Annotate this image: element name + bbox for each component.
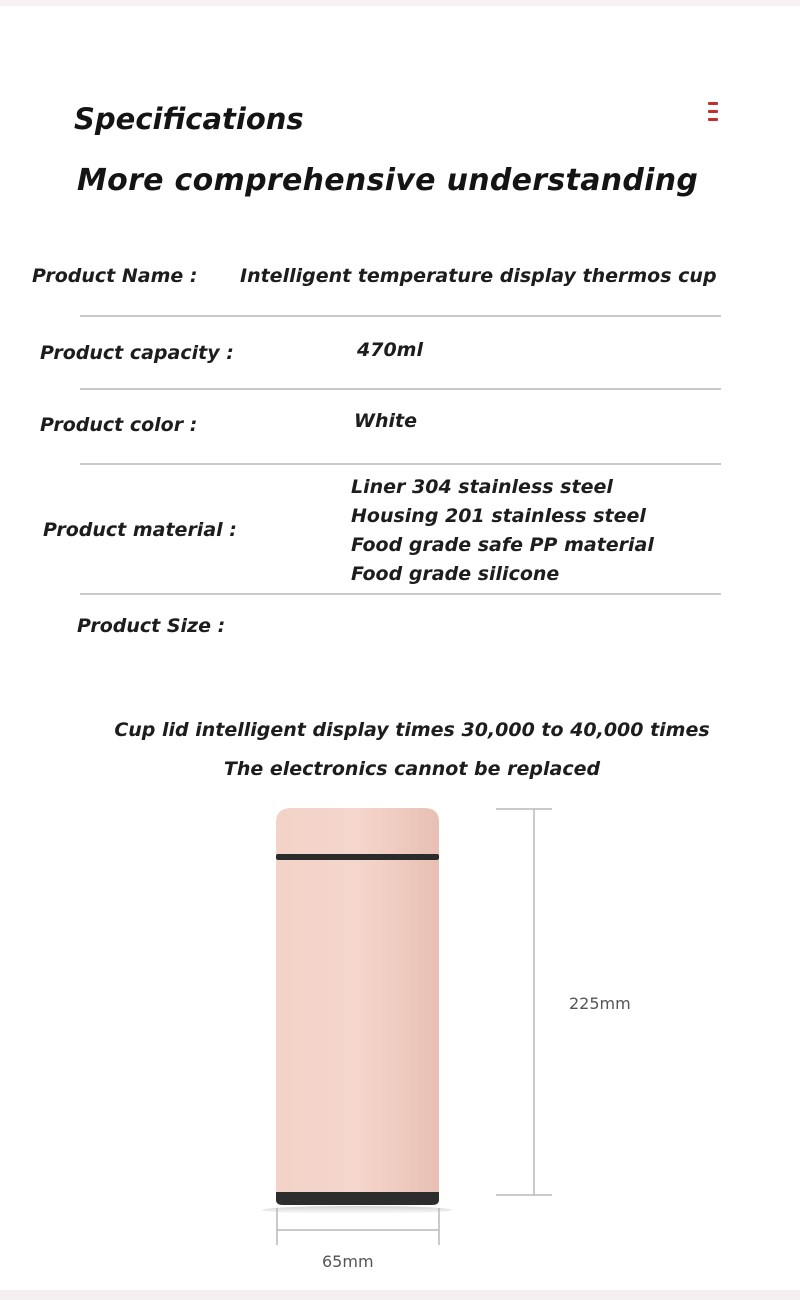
electronics-note: The electronics cannot be replaced — [223, 758, 601, 780]
material-item: Liner 304 stainless steel — [351, 476, 613, 498]
product-material-label: Product material : — [43, 519, 237, 541]
display-times-note: Cup lid intelligent display times 30,000 to 40,000 times — [114, 719, 710, 741]
bottom-strip — [0, 1290, 800, 1300]
cup-lid — [276, 808, 439, 857]
product-size-label: Product Size : — [77, 615, 226, 637]
product-color-value: White — [354, 410, 417, 432]
product-color-label: Product color : — [40, 414, 198, 436]
divider — [80, 463, 721, 465]
material-item: Food grade silicone — [351, 563, 560, 585]
width-label: 65mm — [322, 1252, 374, 1271]
product-name-value: Intelligent temperature display thermos cup — [240, 265, 717, 287]
page-subtitle: More comprehensive understanding — [77, 163, 699, 198]
menu-icon[interactable] — [708, 102, 720, 126]
material-item: Housing 201 stainless steel — [351, 505, 646, 527]
height-label: 225mm — [569, 994, 631, 1013]
cup-diagram — [0, 795, 800, 1255]
divider — [80, 593, 721, 595]
divider — [80, 388, 721, 390]
lid-seam — [276, 854, 439, 860]
product-capacity-value: 470ml — [357, 339, 423, 361]
page-title: Specifications — [74, 102, 304, 136]
material-item: Food grade safe PP material — [351, 534, 654, 556]
cup-body — [276, 860, 439, 1196]
material-list — [351, 473, 654, 589]
cup-base — [276, 1192, 439, 1205]
product-capacity-label: Product capacity : — [40, 342, 234, 364]
divider — [80, 315, 721, 317]
top-strip — [0, 0, 800, 6]
product-name-label: Product Name : — [32, 265, 198, 287]
